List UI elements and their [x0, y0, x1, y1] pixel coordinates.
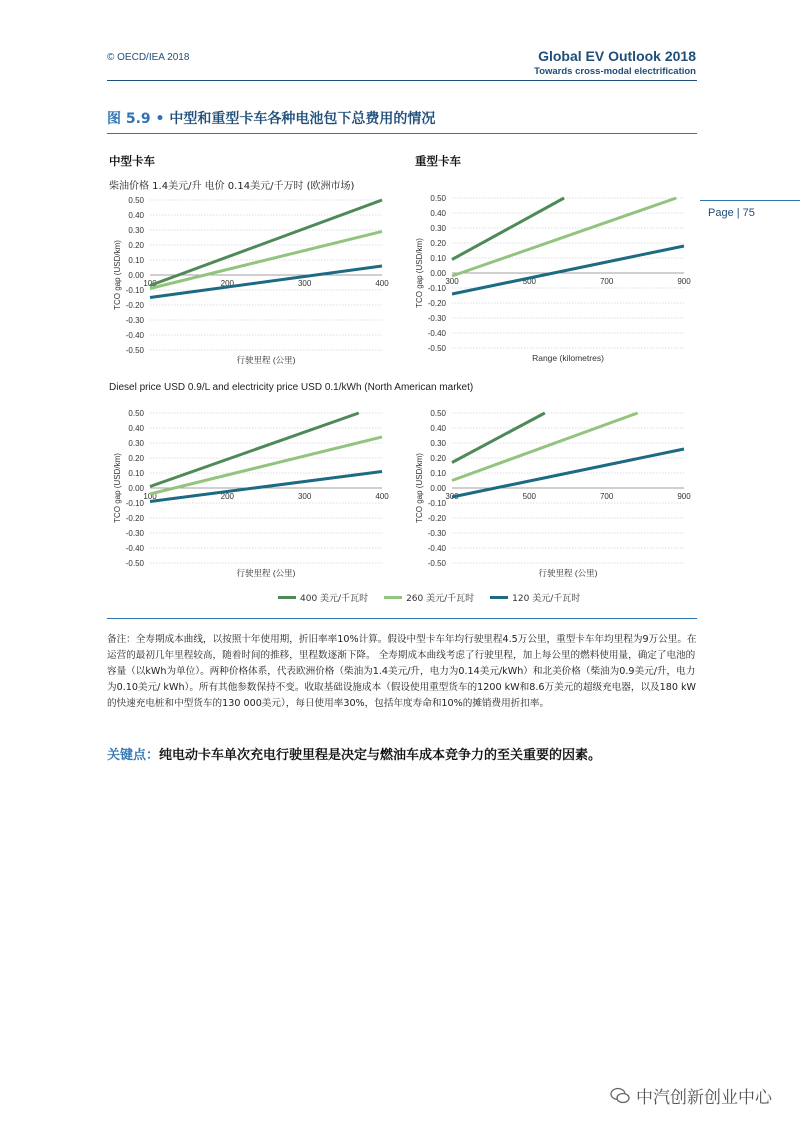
- y-tick-label: -0.50: [427, 559, 446, 568]
- y-tick-label: 0.20: [128, 241, 144, 250]
- legend-swatch-120: [490, 596, 508, 599]
- y-tick-label: 0.00: [430, 269, 446, 278]
- figure-bottom-rule: [107, 618, 697, 619]
- legend-swatch-260: [384, 596, 402, 599]
- north-america-price-note: Diesel price USD 0.9/L and electricity price USD 0.1/kWh (North American market): [109, 382, 474, 393]
- y-tick-label: 0.40: [128, 211, 144, 220]
- y-tick-label: -0.10: [125, 286, 144, 295]
- series-line-400: [452, 198, 564, 260]
- y-tick-label: 0.50: [128, 196, 144, 205]
- y-tick-label: 0.10: [430, 254, 446, 263]
- series-line-120: [452, 246, 684, 294]
- chart-heavy-north-america: [410, 405, 700, 585]
- x-axis-label: 行驶里程 (公里): [236, 568, 296, 578]
- europe-price-note: 柴油价格 1.4美元/升 电价 0.14美元/千万时 (欧洲市场): [109, 181, 355, 192]
- series-line-120: [150, 266, 382, 298]
- watermark-text: 中汽创新创业中心: [636, 1088, 772, 1108]
- y-tick-label: 0.10: [128, 256, 144, 265]
- legend-swatch-400: [278, 596, 296, 599]
- x-tick-label: 700: [599, 492, 614, 501]
- y-axis-label: TCO gap (USD/km): [415, 238, 424, 308]
- figure-note: 备注：全寿期成本曲线，以按照十年使用期，折旧率率10%计算。假设中型卡车年均行驶里程4.5万公里，重型卡车年均里程为9万公里。在运营的最初几年里程较高，随着时间的推移，里程数逐渐下降。 全寿期成本曲线考虑了行驶里程，加上每公里的燃料使用量，确定了电池的容量（以kWh为单位）。两种价格体系，代表欧洲价格（柴油为1.4美元/升，电力为0.14美元/kWh）和北美价格（柴油为0.9美元/升，电力为0.10美元/ kWh）。所有其他参数保持不变。收取基础设施成本（假设使用重型货车的1200 kW和8.6万美元的超级充电器，以及180 kW的快速充电桩和中型货车的130 000美元），每日使用率30%，包括年度寿命和10%的摊销费用折扣率。: [107, 634, 697, 709]
- series-line-260: [452, 198, 676, 276]
- chart-legend: [278, 591, 580, 604]
- legend-label-400: 400 美元/千瓦时: [300, 594, 369, 604]
- x-tick-label: 300: [445, 277, 459, 286]
- series-line-400: [150, 200, 382, 286]
- wechat-icon: [610, 1087, 630, 1105]
- section-heavy-truck: 重型卡车: [415, 154, 461, 168]
- y-tick-label: -0.50: [125, 346, 144, 355]
- page-tab-line: [700, 200, 800, 201]
- x-tick-label: 900: [677, 492, 691, 501]
- figure-top-rule: [107, 133, 697, 134]
- y-tick-label: 0.20: [430, 454, 446, 463]
- x-axis-label: Range (kilometres): [532, 353, 604, 363]
- report-header: [534, 48, 696, 77]
- watermark: [610, 1083, 772, 1108]
- y-tick-label: -0.20: [125, 301, 144, 310]
- y-tick-label: 0.40: [430, 209, 446, 218]
- figure-number: 图 5.9 •: [107, 111, 165, 127]
- report-title: Global EV Outlook 2018: [538, 48, 696, 64]
- x-tick-label: 200: [220, 492, 235, 501]
- y-tick-label: 0.20: [128, 454, 144, 463]
- y-tick-label: 0.50: [430, 409, 446, 418]
- x-tick-label: 300: [297, 492, 312, 501]
- key-point-label: 关键点：: [107, 748, 160, 763]
- figure-title: [107, 108, 435, 128]
- y-axis-label: TCO gap (USD/km): [113, 240, 122, 310]
- y-tick-label: -0.20: [125, 514, 144, 523]
- y-tick-label: 0.10: [128, 469, 144, 478]
- y-tick-label: 0.40: [128, 424, 144, 433]
- x-tick-label: 100: [143, 279, 157, 288]
- y-tick-label: -0.30: [125, 316, 144, 325]
- figure-title-text: 中型和重型卡车各种电池包下总费用的情况: [169, 111, 436, 127]
- y-tick-label: -0.50: [125, 559, 144, 568]
- y-axis-label: TCO gap (USD/km): [113, 453, 122, 523]
- legend-item-260: [384, 591, 474, 604]
- page-number: Page | 75: [708, 207, 755, 219]
- y-tick-label: 0.20: [430, 239, 446, 248]
- y-tick-label: -0.20: [427, 299, 446, 308]
- chart-medium-north-america: [108, 405, 398, 585]
- y-tick-label: 0.30: [430, 439, 446, 448]
- report-subtitle: Towards cross-modal electrification: [534, 66, 696, 77]
- y-tick-label: 0.00: [430, 484, 446, 493]
- y-tick-label: 0.00: [128, 271, 144, 280]
- chart-medium-europe: [108, 192, 398, 372]
- legend-label-120: 120 美元/千瓦时: [512, 594, 581, 604]
- y-tick-label: 0.40: [430, 424, 446, 433]
- y-tick-label: -0.50: [427, 344, 446, 353]
- y-tick-label: -0.10: [427, 499, 446, 508]
- x-tick-label: 900: [677, 277, 691, 286]
- x-axis-label: 行驶里程 (公里): [236, 355, 296, 365]
- y-axis-label: TCO gap (USD/km): [415, 453, 424, 523]
- x-tick-label: 700: [599, 277, 614, 286]
- key-point-text: 纯电动卡车单次充电行驶里程是决定与燃油车成本竞争力的至关重要的因素。: [159, 748, 602, 763]
- legend-label-260: 260 美元/千瓦时: [406, 594, 475, 604]
- x-tick-label: 400: [375, 279, 389, 288]
- x-tick-label: 200: [220, 279, 235, 288]
- x-tick-label: 100: [143, 492, 157, 501]
- x-axis-label: 行驶里程 (公里): [538, 568, 598, 578]
- y-tick-label: -0.10: [125, 499, 144, 508]
- y-tick-label: -0.40: [427, 544, 446, 553]
- y-tick-label: -0.30: [427, 314, 446, 323]
- y-tick-label: -0.40: [125, 331, 144, 340]
- x-tick-label: 400: [375, 492, 389, 501]
- y-tick-label: -0.20: [427, 514, 446, 523]
- legend-item-400: [278, 591, 368, 604]
- x-tick-label: 300: [445, 492, 459, 501]
- y-tick-label: -0.30: [427, 529, 446, 538]
- chart-heavy-europe: [410, 190, 700, 370]
- header-divider: [107, 80, 697, 81]
- y-tick-label: 0.10: [430, 469, 446, 478]
- series-line-400: [452, 413, 545, 463]
- y-tick-label: -0.10: [427, 284, 446, 293]
- y-tick-label: -0.40: [427, 329, 446, 338]
- y-tick-label: 0.50: [128, 409, 144, 418]
- y-tick-label: 0.30: [128, 439, 144, 448]
- legend-item-120: [490, 591, 580, 604]
- section-medium-truck: 中型卡车: [109, 154, 155, 168]
- x-tick-label: 300: [297, 279, 312, 288]
- y-tick-label: 0.30: [128, 226, 144, 235]
- series-line-260: [150, 232, 382, 289]
- x-tick-label: 500: [522, 277, 537, 286]
- x-tick-label: 500: [522, 492, 537, 501]
- y-tick-label: 0.30: [430, 224, 446, 233]
- y-tick-label: -0.30: [125, 529, 144, 538]
- y-tick-label: -0.40: [125, 544, 144, 553]
- y-tick-label: 0.00: [128, 484, 144, 493]
- key-point: [107, 744, 601, 763]
- copyright-header: © OECD/IEA 2018: [107, 52, 190, 63]
- series-line-120: [452, 449, 684, 497]
- y-tick-label: 0.50: [430, 194, 446, 203]
